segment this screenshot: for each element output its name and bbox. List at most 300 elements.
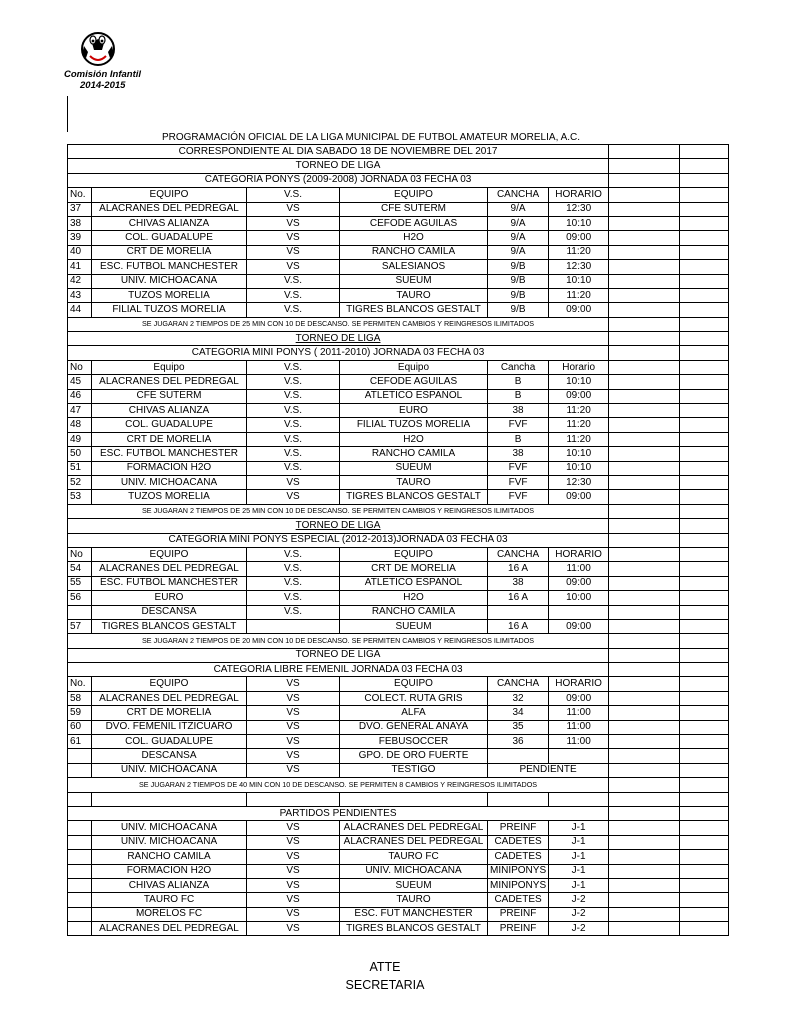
empty-cell bbox=[680, 447, 729, 461]
empty-cell bbox=[680, 216, 729, 230]
horario-cell bbox=[549, 605, 609, 619]
vs-cell: VS bbox=[247, 835, 340, 849]
vs-cell: VS bbox=[247, 245, 340, 259]
column-header: V.S. bbox=[247, 188, 340, 202]
cancha-cell: FVF bbox=[488, 490, 549, 504]
empty-cell bbox=[680, 245, 729, 259]
empty-cell bbox=[609, 576, 680, 590]
categoria-cell: CADETES bbox=[488, 850, 549, 864]
equipo-visitante-cell: UNIV. MICHOACANA bbox=[340, 864, 488, 878]
vs-cell: V.S. bbox=[247, 447, 340, 461]
vs-cell: VS bbox=[247, 821, 340, 835]
empty-cell bbox=[680, 159, 729, 173]
equipo-visitante-cell: RANCHO CAMILA bbox=[340, 245, 488, 259]
horario-cell: 09:00 bbox=[549, 490, 609, 504]
empty-cell bbox=[609, 806, 680, 820]
equipo-visitante-cell: RANCHO CAMILA bbox=[340, 447, 488, 461]
horario-cell: 09:00 bbox=[549, 691, 609, 705]
schedule-table bbox=[67, 144, 729, 936]
match-row bbox=[68, 231, 729, 245]
match-row bbox=[68, 619, 729, 633]
categoria-row bbox=[68, 173, 729, 187]
note-row bbox=[68, 778, 729, 792]
empty-cell bbox=[68, 792, 92, 806]
empty-cell bbox=[68, 850, 92, 864]
jornada-cell: J-2 bbox=[549, 907, 609, 921]
match-row bbox=[68, 447, 729, 461]
empty-cell bbox=[609, 562, 680, 576]
empty-cell bbox=[609, 216, 680, 230]
empty-cell bbox=[609, 735, 680, 749]
equipo-local-cell: TAURO FC bbox=[92, 893, 247, 907]
no-cell: 53 bbox=[68, 490, 92, 504]
horario-cell: 11:20 bbox=[549, 245, 609, 259]
empty-cell bbox=[680, 173, 729, 187]
column-header: V.S. bbox=[247, 360, 340, 374]
column-header: EQUIPO bbox=[92, 677, 247, 691]
no-cell: 38 bbox=[68, 216, 92, 230]
cancha-cell: FVF bbox=[488, 475, 549, 489]
empty-cell bbox=[340, 792, 488, 806]
categoria-cell: CADETES bbox=[488, 893, 549, 907]
empty-cell bbox=[68, 907, 92, 921]
equipo-local-cell: DVO. FEMENIL ITZICUARO bbox=[92, 720, 247, 734]
match-row bbox=[68, 591, 729, 605]
header-row bbox=[68, 547, 729, 561]
vs-cell: VS bbox=[247, 706, 340, 720]
vs-cell: V.S. bbox=[247, 605, 340, 619]
empty-cell bbox=[609, 461, 680, 475]
match-row bbox=[68, 605, 729, 619]
rules-note: SE JUGARAN 2 TIEMPOS DE 40 MIN CON 10 DE DESCANSO. SE PERMITEN 8 CAMBIOS Y REINGRESOS ILIMITADOS bbox=[68, 778, 609, 792]
horario-cell: 11:20 bbox=[549, 404, 609, 418]
equipo-visitante-cell: ESC. FUT MANCHESTER bbox=[340, 907, 488, 921]
categoria-label: CATEGORIA MINI PONYS ESPECIAL (2012-2013)JORNADA 03 FECHA 03 bbox=[68, 533, 609, 547]
cancha-cell: 16 A bbox=[488, 619, 549, 633]
cancha-cell: 16 A bbox=[488, 591, 549, 605]
no-cell: 45 bbox=[68, 375, 92, 389]
pending-match-row bbox=[68, 850, 729, 864]
no-cell: 41 bbox=[68, 260, 92, 274]
equipo-visitante-cell: GPO. DE ORO FUERTE bbox=[340, 749, 488, 763]
equipo-local-cell: ALACRANES DEL PEDREGAL bbox=[92, 562, 247, 576]
horario-cell: 09:00 bbox=[549, 231, 609, 245]
no-cell: 55 bbox=[68, 576, 92, 590]
empty-cell bbox=[680, 404, 729, 418]
vs-cell: VS bbox=[247, 231, 340, 245]
empty-cell bbox=[609, 749, 680, 763]
equipo-visitante-cell: SALESIANOS bbox=[340, 260, 488, 274]
no-cell: 44 bbox=[68, 303, 92, 317]
vs-cell: V.S. bbox=[247, 562, 340, 576]
empty-cell bbox=[609, 332, 680, 346]
equipo-local-cell: EURO bbox=[92, 591, 247, 605]
torneo-row bbox=[68, 332, 729, 346]
cancha-cell: 9/A bbox=[488, 216, 549, 230]
empty-cell bbox=[680, 835, 729, 849]
equipo-local-cell: DESCANSA bbox=[92, 605, 247, 619]
column-header: No bbox=[68, 360, 92, 374]
empty-cell bbox=[609, 778, 680, 792]
empty-cell bbox=[609, 706, 680, 720]
equipo-visitante-cell: TIGRES BLANCOS GESTALT bbox=[340, 490, 488, 504]
empty-cell bbox=[680, 706, 729, 720]
empty-cell bbox=[680, 763, 729, 777]
equipo-visitante-cell: H2O bbox=[340, 591, 488, 605]
empty-cell bbox=[680, 907, 729, 921]
column-header: Equipo bbox=[92, 360, 247, 374]
equipo-visitante-cell: H2O bbox=[340, 432, 488, 446]
no-cell: 51 bbox=[68, 461, 92, 475]
cancha-cell: B bbox=[488, 375, 549, 389]
no-cell bbox=[68, 605, 92, 619]
empty-cell bbox=[609, 533, 680, 547]
no-cell bbox=[68, 749, 92, 763]
empty-cell bbox=[680, 504, 729, 518]
horario-cell: 11:20 bbox=[549, 288, 609, 302]
horario-cell: 11:20 bbox=[549, 432, 609, 446]
empty-cell bbox=[680, 475, 729, 489]
equipo-local-cell: ALACRANES DEL PEDREGAL bbox=[92, 922, 247, 936]
horario-cell: 09:00 bbox=[549, 576, 609, 590]
no-cell: 47 bbox=[68, 404, 92, 418]
empty-cell bbox=[680, 677, 729, 691]
cancha-cell bbox=[488, 605, 549, 619]
column-header: Cancha bbox=[488, 360, 549, 374]
pendientes-title: PARTIDOS PENDIENTES bbox=[68, 806, 609, 820]
empty-cell bbox=[680, 317, 729, 331]
empty-cell bbox=[609, 893, 680, 907]
empty-cell bbox=[680, 332, 729, 346]
vs-cell: V.S. bbox=[247, 404, 340, 418]
empty-cell bbox=[549, 792, 609, 806]
cancha-cell: 9/A bbox=[488, 245, 549, 259]
equipo-local-cell: CFE SUTERM bbox=[92, 389, 247, 403]
empty-cell bbox=[680, 288, 729, 302]
torneo-row bbox=[68, 159, 729, 173]
logo-line2: 2014-2015 bbox=[80, 80, 126, 91]
vs-cell: V.S. bbox=[247, 432, 340, 446]
no-cell: 46 bbox=[68, 389, 92, 403]
vs-cell: VS bbox=[247, 735, 340, 749]
rules-note: SE JUGARAN 2 TIEMPOS DE 25 MIN CON 10 DE DESCANSO. SE PERMITEN CAMBIOS Y REINGRESOS ILIMITADOS bbox=[68, 504, 609, 518]
match-row bbox=[68, 763, 729, 777]
categoria-row bbox=[68, 663, 729, 677]
jornada-cell: J-1 bbox=[549, 835, 609, 849]
cancha-cell: 16 A bbox=[488, 562, 549, 576]
empty-cell bbox=[680, 792, 729, 806]
column-header: Equipo bbox=[340, 360, 488, 374]
empty-cell bbox=[680, 303, 729, 317]
vs-cell bbox=[247, 619, 340, 633]
categoria-row bbox=[68, 346, 729, 360]
empty-cell bbox=[609, 720, 680, 734]
column-header: HORARIO bbox=[549, 677, 609, 691]
equipo-local-cell: COL. GUADALUPE bbox=[92, 735, 247, 749]
empty-cell bbox=[680, 145, 729, 159]
categoria-cell: PREINF bbox=[488, 922, 549, 936]
equipo-local-cell: CRT DE MORELIA bbox=[92, 245, 247, 259]
equipo-local-cell: FORMACION H2O bbox=[92, 461, 247, 475]
column-header: V.S. bbox=[247, 547, 340, 561]
empty-cell bbox=[680, 634, 729, 648]
column-header: VS bbox=[247, 677, 340, 691]
header-row bbox=[68, 360, 729, 374]
vs-cell: V.S. bbox=[247, 375, 340, 389]
footer-secretaria: SECRETARIA bbox=[345, 978, 425, 992]
equipo-visitante-cell: TAURO FC bbox=[340, 850, 488, 864]
header-row bbox=[68, 188, 729, 202]
column-header: No. bbox=[68, 188, 92, 202]
equipo-local-cell: FILIAL TUZOS MORELIA bbox=[92, 303, 247, 317]
empty-cell bbox=[609, 605, 680, 619]
vs-cell: VS bbox=[247, 720, 340, 734]
cancha-cell: 35 bbox=[488, 720, 549, 734]
empty-cell bbox=[680, 432, 729, 446]
vs-cell: VS bbox=[247, 202, 340, 216]
cancha-cell: 34 bbox=[488, 706, 549, 720]
jornada-cell: J-2 bbox=[549, 893, 609, 907]
note-row bbox=[68, 634, 729, 648]
no-cell: 39 bbox=[68, 231, 92, 245]
match-row bbox=[68, 490, 729, 504]
pending-match-row bbox=[68, 878, 729, 892]
empty-cell bbox=[609, 547, 680, 561]
equipo-visitante-cell: SUEUM bbox=[340, 274, 488, 288]
equipo-visitante-cell: TIGRES BLANCOS GESTALT bbox=[340, 922, 488, 936]
pending-match-row bbox=[68, 907, 729, 921]
header-row bbox=[68, 677, 729, 691]
no-cell: 40 bbox=[68, 245, 92, 259]
footer-atte: ATTE bbox=[369, 960, 401, 974]
empty-cell bbox=[680, 389, 729, 403]
no-cell: 61 bbox=[68, 735, 92, 749]
equipo-local-cell: MORELOS FC bbox=[92, 907, 247, 921]
empty-cell bbox=[680, 850, 729, 864]
column-header: EQUIPO bbox=[92, 547, 247, 561]
match-row bbox=[68, 202, 729, 216]
empty-cell bbox=[680, 605, 729, 619]
empty-cell bbox=[247, 792, 340, 806]
empty-cell bbox=[609, 763, 680, 777]
empty-cell bbox=[609, 648, 680, 662]
horario-cell: 11:00 bbox=[549, 735, 609, 749]
empty-cell bbox=[609, 447, 680, 461]
empty-cell bbox=[680, 533, 729, 547]
empty-cell bbox=[68, 835, 92, 849]
empty-cell bbox=[609, 922, 680, 936]
match-row bbox=[68, 720, 729, 734]
horario-cell: 10:10 bbox=[549, 447, 609, 461]
empty-cell bbox=[609, 663, 680, 677]
vs-cell: V.S. bbox=[247, 389, 340, 403]
match-row bbox=[68, 303, 729, 317]
equipo-visitante-cell: COLECT. RUTA GRIS bbox=[340, 691, 488, 705]
cancha-cell: 9/B bbox=[488, 274, 549, 288]
vs-cell: VS bbox=[247, 922, 340, 936]
empty-cell bbox=[680, 893, 729, 907]
match-row bbox=[68, 691, 729, 705]
horario-cell: 10:10 bbox=[549, 461, 609, 475]
categoria-label: CATEGORIA PONYS (2009-2008) JORNADA 03 FECHA 03 bbox=[68, 173, 609, 187]
empty-cell bbox=[680, 691, 729, 705]
match-row bbox=[68, 260, 729, 274]
equipo-local-cell: COL. GUADALUPE bbox=[92, 418, 247, 432]
empty-cell bbox=[680, 922, 729, 936]
no-cell: 42 bbox=[68, 274, 92, 288]
vs-cell: VS bbox=[247, 749, 340, 763]
jornada-cell: J-1 bbox=[549, 850, 609, 864]
equipo-visitante-cell: SUEUM bbox=[340, 619, 488, 633]
vs-cell: VS bbox=[247, 907, 340, 921]
empty-cell bbox=[609, 835, 680, 849]
no-cell: 54 bbox=[68, 562, 92, 576]
equipo-visitante-cell: TAURO bbox=[340, 475, 488, 489]
equipo-visitante-cell: ATLETICO ESPAÑOL bbox=[340, 576, 488, 590]
cancha-cell: B bbox=[488, 432, 549, 446]
cancha-cell: 38 bbox=[488, 404, 549, 418]
column-header: Horario bbox=[549, 360, 609, 374]
empty-cell bbox=[488, 792, 549, 806]
equipo-local-cell: UNIV. MICHOACANA bbox=[92, 821, 247, 835]
horario-cell: 10:00 bbox=[549, 591, 609, 605]
match-row bbox=[68, 735, 729, 749]
equipo-visitante-cell: SUEUM bbox=[340, 878, 488, 892]
note-row bbox=[68, 504, 729, 518]
equipo-visitante-cell: ALACRANES DEL PEDREGAL bbox=[340, 821, 488, 835]
categoria-cell: MINIPONYS bbox=[488, 878, 549, 892]
horario-cell: 12:30 bbox=[549, 260, 609, 274]
vs-cell: VS bbox=[247, 691, 340, 705]
empty-cell bbox=[680, 591, 729, 605]
no-cell: 37 bbox=[68, 202, 92, 216]
equipo-local-cell: COL. GUADALUPE bbox=[92, 231, 247, 245]
equipo-visitante-cell: CRT DE MORELIA bbox=[340, 562, 488, 576]
categoria-cell: MINIPONYS bbox=[488, 864, 549, 878]
status-cell: PENDIENTE bbox=[488, 763, 609, 777]
empty-cell bbox=[609, 274, 680, 288]
empty-cell bbox=[680, 490, 729, 504]
horario-cell: 09:00 bbox=[549, 389, 609, 403]
empty-cell bbox=[609, 145, 680, 159]
empty-cell bbox=[680, 188, 729, 202]
horario-cell: 09:00 bbox=[549, 619, 609, 633]
horario-cell bbox=[549, 749, 609, 763]
empty-cell bbox=[92, 792, 247, 806]
match-row bbox=[68, 576, 729, 590]
torneo-label: TORNEO DE LIGA bbox=[68, 159, 609, 173]
vs-cell: V.S. bbox=[247, 303, 340, 317]
match-row bbox=[68, 475, 729, 489]
empty-cell bbox=[680, 663, 729, 677]
empty-cell bbox=[609, 504, 680, 518]
match-row bbox=[68, 274, 729, 288]
horario-cell: 12:30 bbox=[549, 202, 609, 216]
empty-cell bbox=[680, 260, 729, 274]
categoria-row bbox=[68, 533, 729, 547]
column-header: No bbox=[68, 547, 92, 561]
empty-cell bbox=[680, 821, 729, 835]
empty-cell bbox=[609, 173, 680, 187]
column-header: HORARIO bbox=[549, 188, 609, 202]
equipo-visitante-cell: H2O bbox=[340, 231, 488, 245]
equipo-local-cell: ESC. FUTBOL MANCHESTER bbox=[92, 447, 247, 461]
no-cell: 52 bbox=[68, 475, 92, 489]
margin-line bbox=[67, 96, 68, 132]
equipo-local-cell: DESCANSA bbox=[92, 749, 247, 763]
empty-cell bbox=[680, 519, 729, 533]
equipo-local-cell: CHIVAS ALIANZA bbox=[92, 404, 247, 418]
no-cell: 57 bbox=[68, 619, 92, 633]
page-title: PROGRAMACIÓN OFICIAL DE LA LIGA MUNICIPAL DE FUTBOL AMATEUR MORELIA, A.C. bbox=[161, 132, 581, 143]
empty-cell bbox=[609, 850, 680, 864]
logo bbox=[64, 30, 154, 92]
note-row bbox=[68, 317, 729, 331]
cancha-cell: 9/A bbox=[488, 202, 549, 216]
vs-cell: VS bbox=[247, 878, 340, 892]
empty-cell bbox=[680, 231, 729, 245]
empty-cell bbox=[609, 260, 680, 274]
horario-cell: 11:00 bbox=[549, 720, 609, 734]
equipo-local-cell: ALACRANES DEL PEDREGAL bbox=[92, 691, 247, 705]
categoria-cell: CADETES bbox=[488, 835, 549, 849]
equipo-local-cell: ALACRANES DEL PEDREGAL bbox=[92, 375, 247, 389]
empty-cell bbox=[609, 821, 680, 835]
cancha-cell bbox=[488, 749, 549, 763]
equipo-visitante-cell: RANCHO CAMILA bbox=[340, 605, 488, 619]
empty-cell bbox=[680, 619, 729, 633]
column-header: CANCHA bbox=[488, 188, 549, 202]
categoria-label: CATEGORIA LIBRE FEMENIL JORNADA 03 FECHA 03 bbox=[68, 663, 609, 677]
equipo-local-cell: TUZOS MORELIA bbox=[92, 490, 247, 504]
jornada-cell: J-1 bbox=[549, 821, 609, 835]
no-cell: 58 bbox=[68, 691, 92, 705]
empty-cell bbox=[680, 202, 729, 216]
jornada-cell: J-1 bbox=[549, 878, 609, 892]
horario-cell: 11:00 bbox=[549, 562, 609, 576]
empty-cell bbox=[609, 360, 680, 374]
horario-cell: 12:30 bbox=[549, 475, 609, 489]
match-row bbox=[68, 562, 729, 576]
vs-cell: VS bbox=[247, 490, 340, 504]
no-cell: 43 bbox=[68, 288, 92, 302]
equipo-local-cell: UNIV. MICHOACANA bbox=[92, 475, 247, 489]
equipo-local-cell: RANCHO CAMILA bbox=[92, 850, 247, 864]
empty-cell bbox=[609, 317, 680, 331]
empty-cell bbox=[609, 619, 680, 633]
equipo-visitante-cell: EURO bbox=[340, 404, 488, 418]
empty-cell bbox=[680, 360, 729, 374]
equipo-visitante-cell: TESTIGO bbox=[340, 763, 488, 777]
empty-cell bbox=[680, 749, 729, 763]
equipo-local-cell: UNIV. MICHOACANA bbox=[92, 274, 247, 288]
equipo-visitante-cell: ALACRANES DEL PEDREGAL bbox=[340, 835, 488, 849]
column-header: EQUIPO bbox=[340, 188, 488, 202]
empty-cell bbox=[680, 562, 729, 576]
vs-cell: VS bbox=[247, 893, 340, 907]
empty-cell bbox=[68, 821, 92, 835]
empty-cell bbox=[680, 864, 729, 878]
empty-cell bbox=[609, 389, 680, 403]
no-cell: 56 bbox=[68, 591, 92, 605]
empty-cell bbox=[680, 778, 729, 792]
empty-cell bbox=[680, 274, 729, 288]
categoria-cell: PREINF bbox=[488, 907, 549, 921]
pendientes-title-row bbox=[68, 806, 729, 820]
vs-cell: V.S. bbox=[247, 274, 340, 288]
cancha-cell: 9/B bbox=[488, 288, 549, 302]
vs-cell: V.S. bbox=[247, 591, 340, 605]
